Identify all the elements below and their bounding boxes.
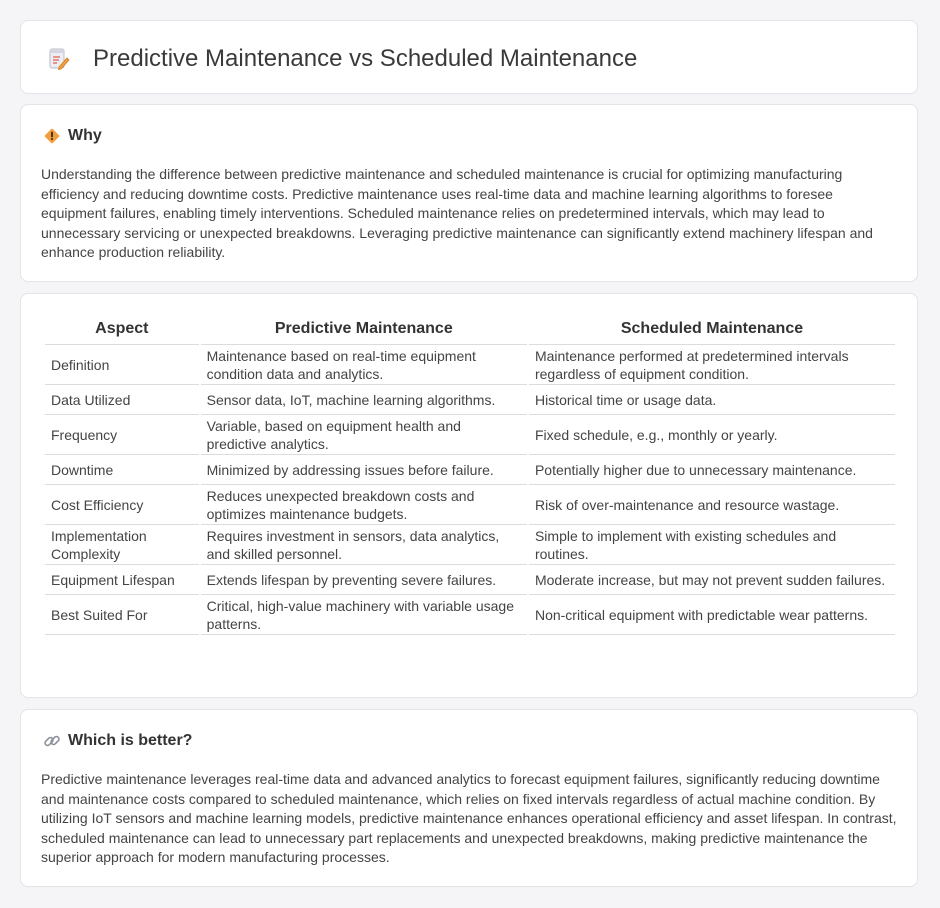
aspect-cell: Implementation Complexity bbox=[45, 525, 199, 565]
predictive-cell: Reduces unexpected breakdown costs and optimizes maintenance budgets. bbox=[201, 485, 527, 525]
aspect-cell: Downtime bbox=[45, 455, 199, 485]
better-header bbox=[43, 732, 192, 750]
page-title: Predictive Maintenance vs Scheduled Maintenance bbox=[93, 45, 638, 72]
scheduled-cell: Moderate increase, but may not prevent sudden failures. bbox=[529, 565, 895, 595]
predictive-cell: Requires investment in sensors, data analytics, and skilled personnel. bbox=[201, 525, 527, 565]
predictive-cell: Extends lifespan by preventing severe failures. bbox=[201, 565, 527, 595]
table-header-row bbox=[45, 314, 895, 345]
table-row bbox=[45, 565, 895, 595]
better-card bbox=[20, 709, 918, 887]
table-row bbox=[45, 345, 895, 385]
better-heading: Which is better? bbox=[68, 732, 193, 749]
scheduled-cell: Historical time or usage data. bbox=[529, 385, 895, 415]
aspect-cell: Cost Efficiency bbox=[45, 485, 199, 525]
memo-pencil-icon bbox=[47, 47, 71, 71]
comparison-table bbox=[43, 314, 897, 635]
predictive-cell: Sensor data, IoT, machine learning algorithms. bbox=[201, 385, 527, 415]
why-card bbox=[20, 104, 918, 282]
title-card bbox=[20, 20, 918, 94]
table-row bbox=[45, 455, 895, 485]
scheduled-cell: Risk of over-maintenance and resource wastage. bbox=[529, 485, 895, 525]
table-row bbox=[45, 415, 895, 455]
table-row bbox=[45, 485, 895, 525]
scheduled-cell: Maintenance performed at predetermined intervals regardless of equipment condition. bbox=[529, 345, 895, 385]
predictive-cell: Variable, based on equipment health and predictive analytics. bbox=[201, 415, 527, 455]
why-heading: Why bbox=[68, 127, 102, 144]
why-body: Understanding the difference between predictive maintenance and scheduled maintenance is crucial for optimizing manufacturing efficiency and reducing downtime costs. Predictive maintenance uses real-time data and machine learning algorithms to foresee equipment failures, enabling timely interventions. Scheduled maintenance relies on predetermined intervals, which may lead to unnecessary servicing or unexpected breakdowns. Leveraging predictive maintenance can significantly extend machinery lifespan and enhance production reliability. bbox=[41, 166, 873, 261]
header-scheduled: Scheduled Maintenance bbox=[529, 314, 895, 345]
aspect-cell: Equipment Lifespan bbox=[45, 565, 199, 595]
link-icon bbox=[43, 732, 61, 750]
aspect-cell: Best Suited For bbox=[45, 595, 199, 635]
why-header bbox=[43, 127, 102, 145]
title-row bbox=[47, 45, 637, 73]
predictive-cell: Minimized by addressing issues before failure. bbox=[201, 455, 527, 485]
table-row bbox=[45, 385, 895, 415]
warning-diamond-icon bbox=[43, 127, 61, 145]
comparison-card bbox=[20, 293, 918, 698]
aspect-cell: Definition bbox=[45, 345, 199, 385]
predictive-cell: Maintenance based on real-time equipment condition data and analytics. bbox=[201, 345, 527, 385]
better-body: Predictive maintenance leverages real-time data and advanced analytics to forecast equipment failures, significantly reducing downtime and maintenance costs compared to scheduled maintenance, which relies on fixed intervals regardless of actual machine condition. By utilizing IoT sensors and machine learning models, predictive maintenance enhances operational efficiency and asset lifespan. In contrast, scheduled maintenance can lead to unnecessary part replacements and unexpected breakdowns, making predictive maintenance the superior approach for modern manufacturing processes. bbox=[41, 771, 897, 866]
scheduled-cell: Fixed schedule, e.g., monthly or yearly. bbox=[529, 415, 895, 455]
header-predictive: Predictive Maintenance bbox=[201, 314, 527, 345]
aspect-cell: Frequency bbox=[45, 415, 199, 455]
scheduled-cell: Potentially higher due to unnecessary maintenance. bbox=[529, 455, 895, 485]
table-row bbox=[45, 525, 895, 565]
scheduled-cell: Non-critical equipment with predictable wear patterns. bbox=[529, 595, 895, 635]
aspect-cell: Data Utilized bbox=[45, 385, 199, 415]
predictive-cell: Critical, high-value machinery with variable usage patterns. bbox=[201, 595, 527, 635]
table-row bbox=[45, 595, 895, 635]
scheduled-cell: Simple to implement with existing schedules and routines. bbox=[529, 525, 895, 565]
header-aspect: Aspect bbox=[45, 314, 199, 345]
